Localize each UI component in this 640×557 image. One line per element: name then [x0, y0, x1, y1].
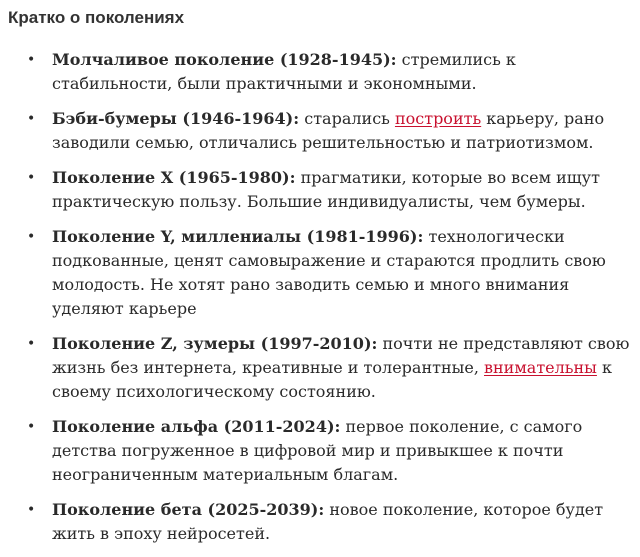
- link-attentive[interactable]: внимательны: [484, 358, 597, 377]
- item-term: Поколение X (1965-1980):: [52, 168, 296, 187]
- list-item-silent-generation: [0, 48, 632, 96]
- item-text: старались: [299, 109, 395, 128]
- item-text: новое поколение, которое будет жить в эпоху нейросетей.: [52, 500, 604, 543]
- list-item-generation-x: [0, 166, 632, 214]
- list-item-generation-alpha: [0, 415, 632, 487]
- bullet-icon: •: [27, 229, 36, 245]
- item-text: карьеру, рано заводили семью, отличались решительностью и патриотизмом.: [52, 109, 605, 152]
- list-item-baby-boomers: [0, 107, 632, 155]
- bullet-icon: •: [27, 419, 36, 435]
- item-term: Поколение Z, зумеры (1997-2010):: [52, 334, 378, 353]
- list-item-generation-beta: [0, 498, 632, 546]
- bullet-icon: •: [27, 111, 36, 127]
- generations-list: [0, 48, 632, 557]
- item-term: Бэби-бумеры (1946-1964):: [52, 109, 300, 128]
- item-text: прагматики, которые во всем ищут практическую пользу. Большие индивидуалисты, чем бумеры.: [52, 168, 600, 211]
- bullet-icon: •: [27, 502, 36, 518]
- bullet-icon: •: [27, 170, 36, 186]
- item-text: стремились к стабильности, были практичными и экономными.: [52, 50, 516, 93]
- item-term: Молчаливое поколение (1928-1945):: [52, 50, 397, 69]
- item-term: Поколение Y, миллениалы (1981-1996):: [52, 227, 424, 246]
- bullet-icon: •: [27, 336, 36, 352]
- item-text: почти не представляют свою жизнь без интернета, креативные и толерантные,: [52, 334, 630, 377]
- item-text: к своему психологическому состоянию.: [52, 358, 613, 401]
- item-term: Поколение альфа (2011-2024):: [52, 417, 341, 436]
- item-text: технологически подкованные, ценят самовыражение и стараются продлить свою молодость. Не хотят рано заводить семью и много внимания уделяют карьере: [52, 227, 606, 318]
- bullet-icon: •: [27, 52, 36, 68]
- link-build-career[interactable]: построить: [394, 109, 482, 128]
- list-item-zoomers: [0, 332, 632, 404]
- item-text: первое поколение, с самого детства погруженное в цифровой мир и привыкшее к почти неограниченным материальным благам.: [52, 417, 583, 484]
- section-heading: Кратко о поколениях: [8, 8, 185, 27]
- item-term: Поколение бета (2025-2039):: [52, 500, 325, 519]
- list-item-millennials: [0, 225, 632, 321]
